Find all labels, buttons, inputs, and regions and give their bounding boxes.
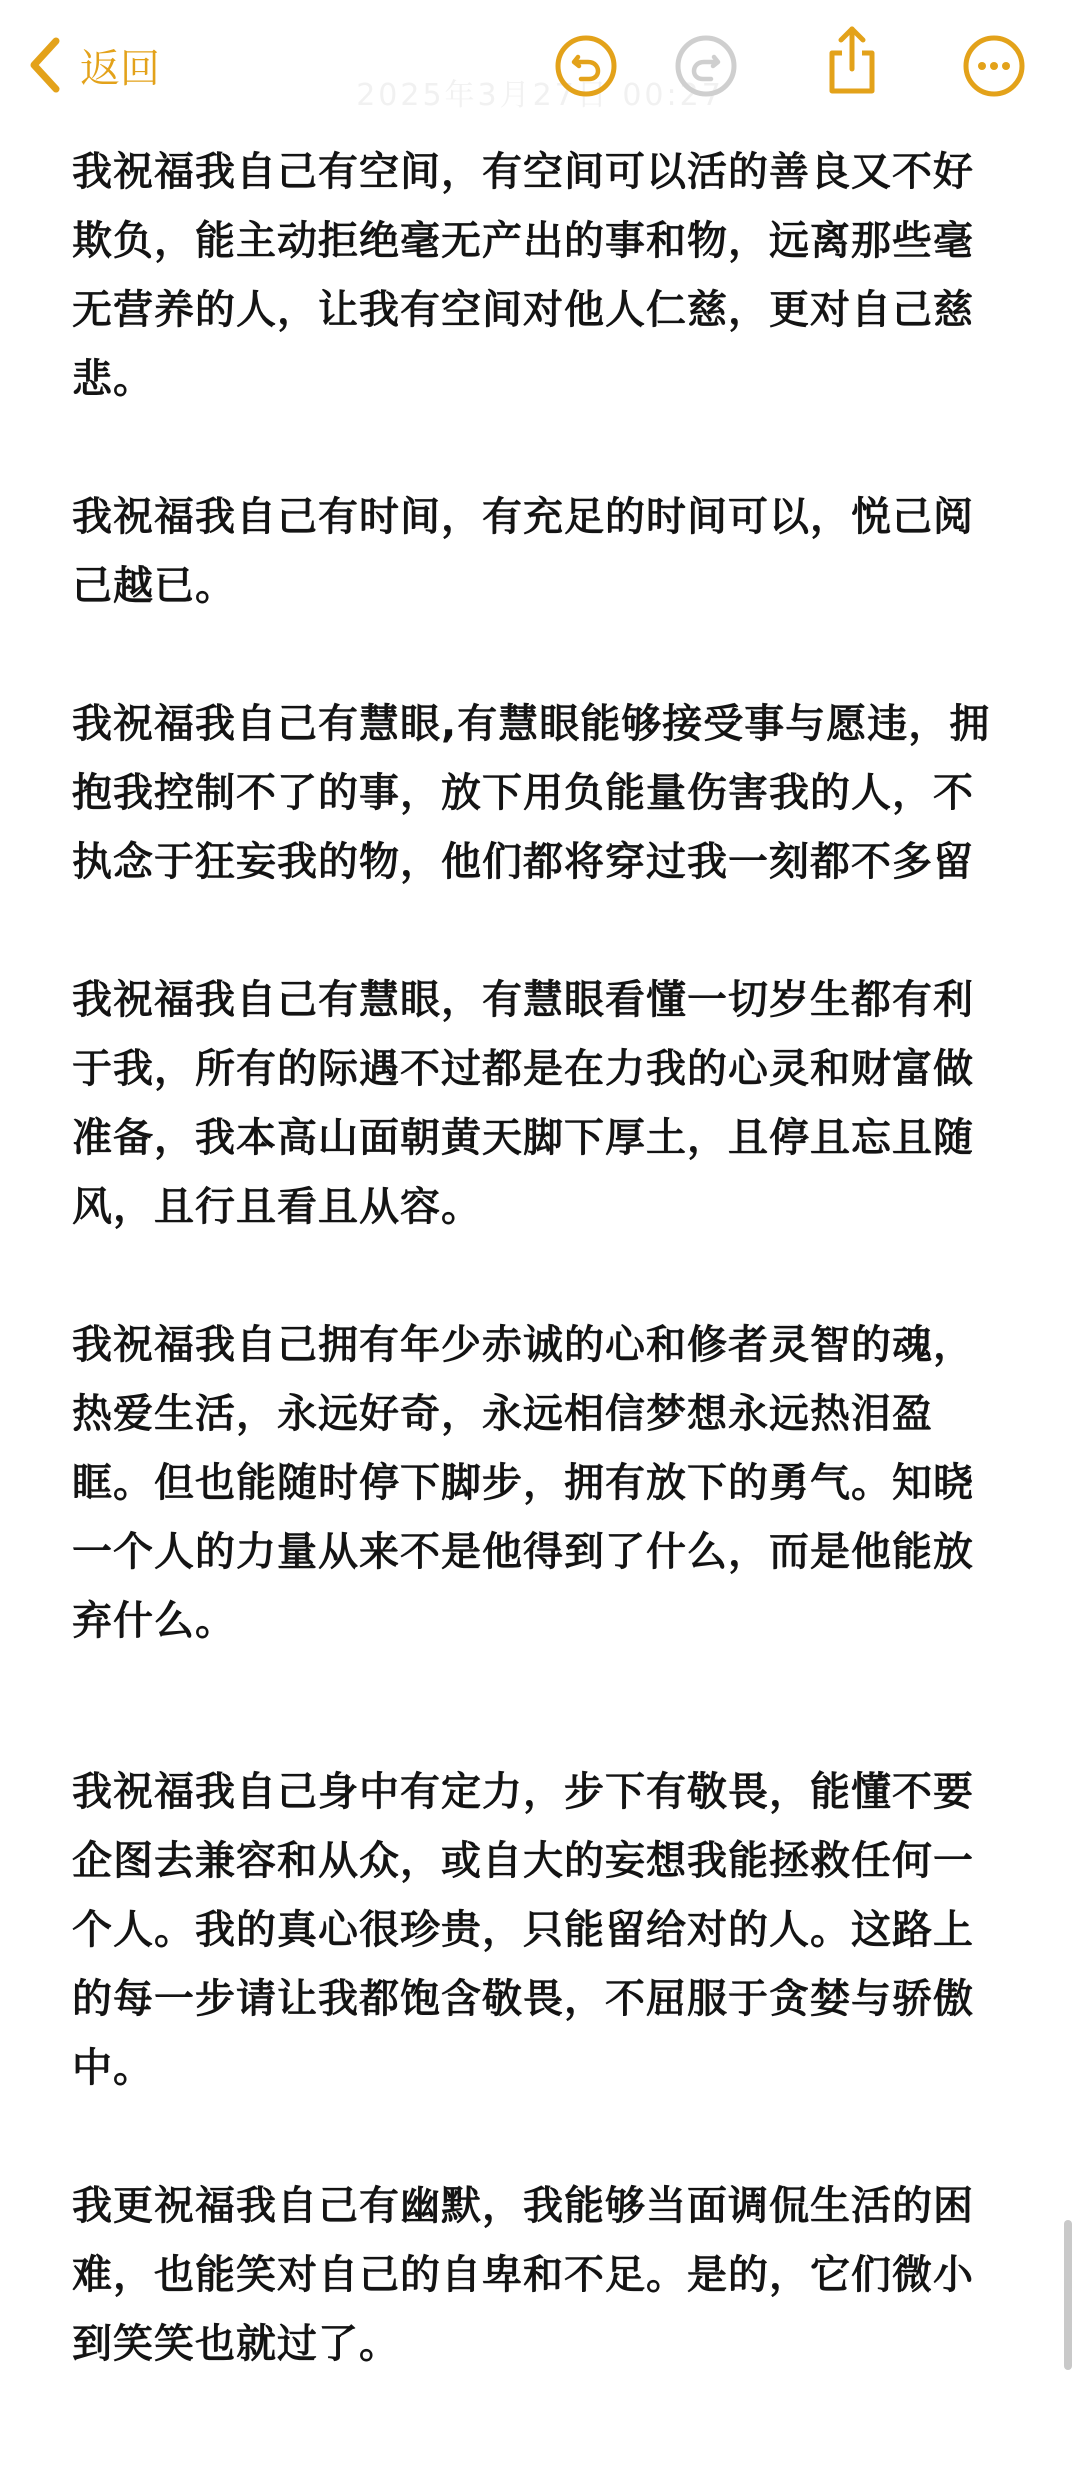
redo-icon: [674, 34, 738, 98]
scrollbar-thumb[interactable]: [1064, 2220, 1072, 2370]
back-button[interactable]: [28, 32, 160, 98]
undo-button[interactable]: [550, 30, 622, 102]
note-paragraph: 我祝福我自己有空间，有空间可以活的善良又不好欺负，能主动拒绝毫无产出的事和物，远离那些毫无营养的人，让我有空间对他人仁慈，更对自己慈悲。: [72, 149, 974, 402]
back-label: 返回: [80, 45, 160, 92]
undo-icon: [554, 34, 618, 98]
note-body[interactable]: [72, 138, 1012, 2448]
note-paragraph: 我祝福我自己身中有定力，步下有敬畏，能懂不要企图去兼容和从众，或自大的妄想我能拯救任何一个人。我的真心很珍贵，只能留给对的人。这路上的每一步请让我都饱含敬畏，不屈服于贪婪与骄傲中。: [72, 1769, 974, 2091]
note-paragraph: 我祝福我自己有慧眼,有慧眼能够接受事与愿违，拥抱我控制不了的事，放下用负能量伤害我的人，不执念于狂妄我的物，他们都将穿过我一刻都不多留: [72, 701, 991, 885]
share-button[interactable]: [816, 24, 888, 96]
share-icon: [820, 23, 884, 97]
chevron-left-icon: [28, 35, 62, 95]
more-icon: [962, 34, 1026, 98]
note-paragraph: 我祝福我自己有慧眼，有慧眼看懂一切岁生都有利于我，所有的际遇不过都是在力我的心灵和财富做准备，我本高山面朝黄天脚下厚土，且停且忘且随风，且行且看且从容。: [72, 977, 974, 1230]
note-date: 2025年3月27日 00:27: [356, 78, 724, 113]
note-paragraph: 我祝福我自己拥有年少赤诚的心和修者灵智的魂，热爱生活，永远好奇，永远相信梦想永远热泪盈眶。但也能随时停下脚步，拥有放下的勇气。知晓一个人的力量从来不是他得到了什么，而是他能放弃什么。: [72, 1322, 974, 1644]
more-button[interactable]: [958, 30, 1030, 102]
navigation-bar: [0, 0, 1080, 140]
note-paragraph: 我祝福我自己有时间，有充足的时间可以，悦己阅己越已。: [72, 494, 974, 609]
note-paragraph: 我更祝福我自己有幽默，我能够当面调侃生活的困难，也能笑对自己的自卑和不足。是的，它们微小到笑笑也就过了。: [72, 2183, 974, 2367]
redo-button[interactable]: [670, 30, 742, 102]
